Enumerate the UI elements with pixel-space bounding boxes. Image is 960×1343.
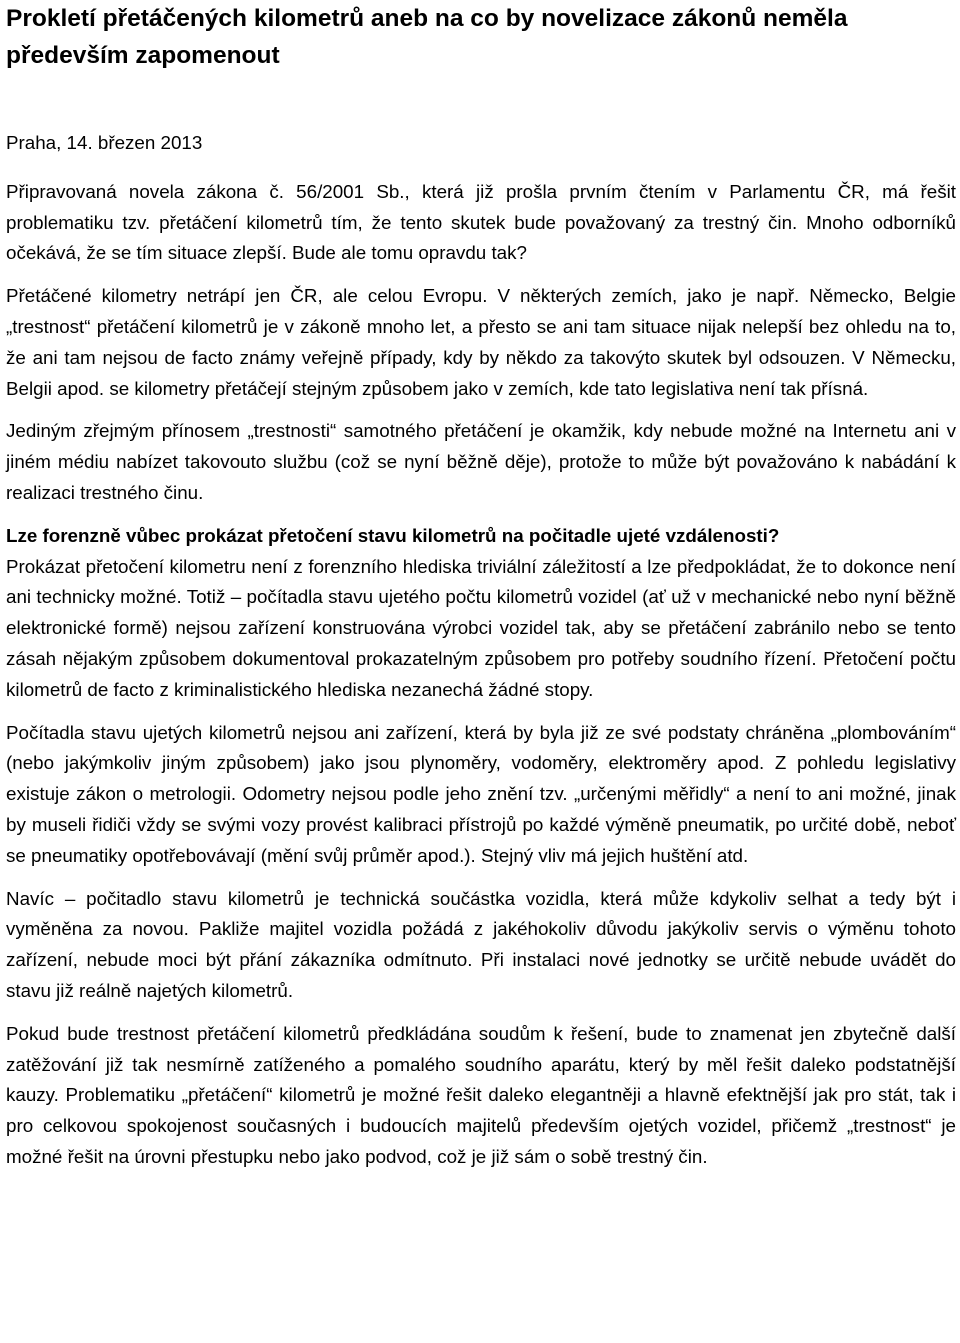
section-question-heading: Lze forenzně vůbec prokázat přetočení stavu kilometrů na počitadle ujeté vzdálenosti? bbox=[6, 524, 780, 546]
paragraph-europe: Přetáčené kilometry netrápí jen ČR, ale celou Evropu. V některých zemích, jako je např. Německo, Belgie „trestnost“ přetáčení kilometrů je v zákoně mnoho let, a přesto se ani tam situace nijak nelepší bez ohledu na to, že ani tam nejsou de facto známy veřejně případy, kdy by někdo za takovýto skutek byl odsouzen. V Německu, Belgii apod. se kilometry přetáčejí stejným způsobem jako v zemích, kde tato legislativa není tak přísná. bbox=[6, 285, 956, 399]
paragraph-forensic: Prokázat přetočení kilometru není z forenzního hlediska triviální záležitostí a lze předpokládat, že to dokonce není ani technicky možné. Totiž – počítadla stavu ujetého počtu kilometrů vozidel (ať už v mechanické nebo nyní běžně elektronické formě) nejsou zařízení konstruována výrobci vozidel tak, aby se přetáčení zabránilo nebo se tento zásah nějakým způsobem dokumentoval prokazatelným způsobem pro potřeby soudního řízení. Přetočení počtu kilometrů de facto z kriminalistického hlediska nezanechá žádné stopy. bbox=[6, 555, 956, 700]
article-title: Prokletí přetáčených kilometrů aneb na co by novelizace zákonů neměla především zapomenout bbox=[6, 5, 848, 69]
paragraph-metrology: Počítadla stavu ujetých kilometrů nejsou ani zařízení, která by byla již ze své podstaty chráněna „plombováním“ (nebo jakýmkoliv jiným způsobem) jako jsou plynoměry, vodoměry, elektroměry apod. Z pohledu legislativy existuje zákon o metrologii. Odometry nejsou podle jeho znění tzv. „určenými měřidly“ a není to ani možné, jinak by museli řidiči vždy se svými vozy provést kalibraci přístrojů po každé výměně pneumatik, po určité době, neboť se pneumatiky opotřebovávají (mění svůj průměr apod.). Stejný vliv má jejich huštění atd. bbox=[6, 721, 956, 866]
dateline: Praha, 14. březen 2013 bbox=[6, 132, 203, 153]
paragraph-courts: Pokud bude trestnost přetáčení kilometrů předkládána soudům k řešení, bude to znamenat jen zbytečně další zatěžování již tak nesmírně zatíženého a pomalého soudního aparátu, který by měl řešit daleko podstatnější kauzy. Problematiku „přetáčení“ kilometrů je možné řešit daleko elegantněji a hlavně efektnější jak pro stát, tak i pro celkovou spokojenost současných i budoucích majitelů především ojetých vozidel, přičemž „trestnost“ je možné řešit na úrovni přestupku nebo jako podvod, což je již sám o sobě trestný čin. bbox=[6, 1022, 956, 1167]
section-forensic bbox=[6, 521, 956, 706]
paragraph-replacement: Navíc – počitadlo stavu kilometrů je technická součástka vozidla, která může kdykoliv selhat a tedy být i vyměněna za novou. Pakliže majitel vozidla požádá z jakéhokoliv důvodu jakýkoliv servis o výměnu tohoto zařízení, nebude moci být přání zákazníka odmítnuto. Při instalaci nové jednotky se určitě nebude uvádět do stavu již reálně najetých kilometrů. bbox=[6, 887, 956, 1001]
paragraph-intro: Připravovaná novela zákona č. 56/2001 Sb., která již prošla prvním čtením v Parlamentu ČR, má řešit problematiku tzv. přetáčení kilometrů tím, že tento skutek bude považovaný za trestný čin. Mnoho odborníků očekává, že se tím situace zlepší. Bude ale tomu opravdu tak? bbox=[6, 180, 956, 264]
paragraph-benefit: Jediným zřejmým přínosem „trestnosti“ samotného přetáčení je okamžik, kdy nebude možné na Internetu ani v jiném médiu nabízet takovouto službu (což se nyní běžně děje), protože to může být považováno k nabádání k realizaci trestného činu. bbox=[6, 420, 956, 503]
document-page bbox=[6, 0, 956, 1173]
